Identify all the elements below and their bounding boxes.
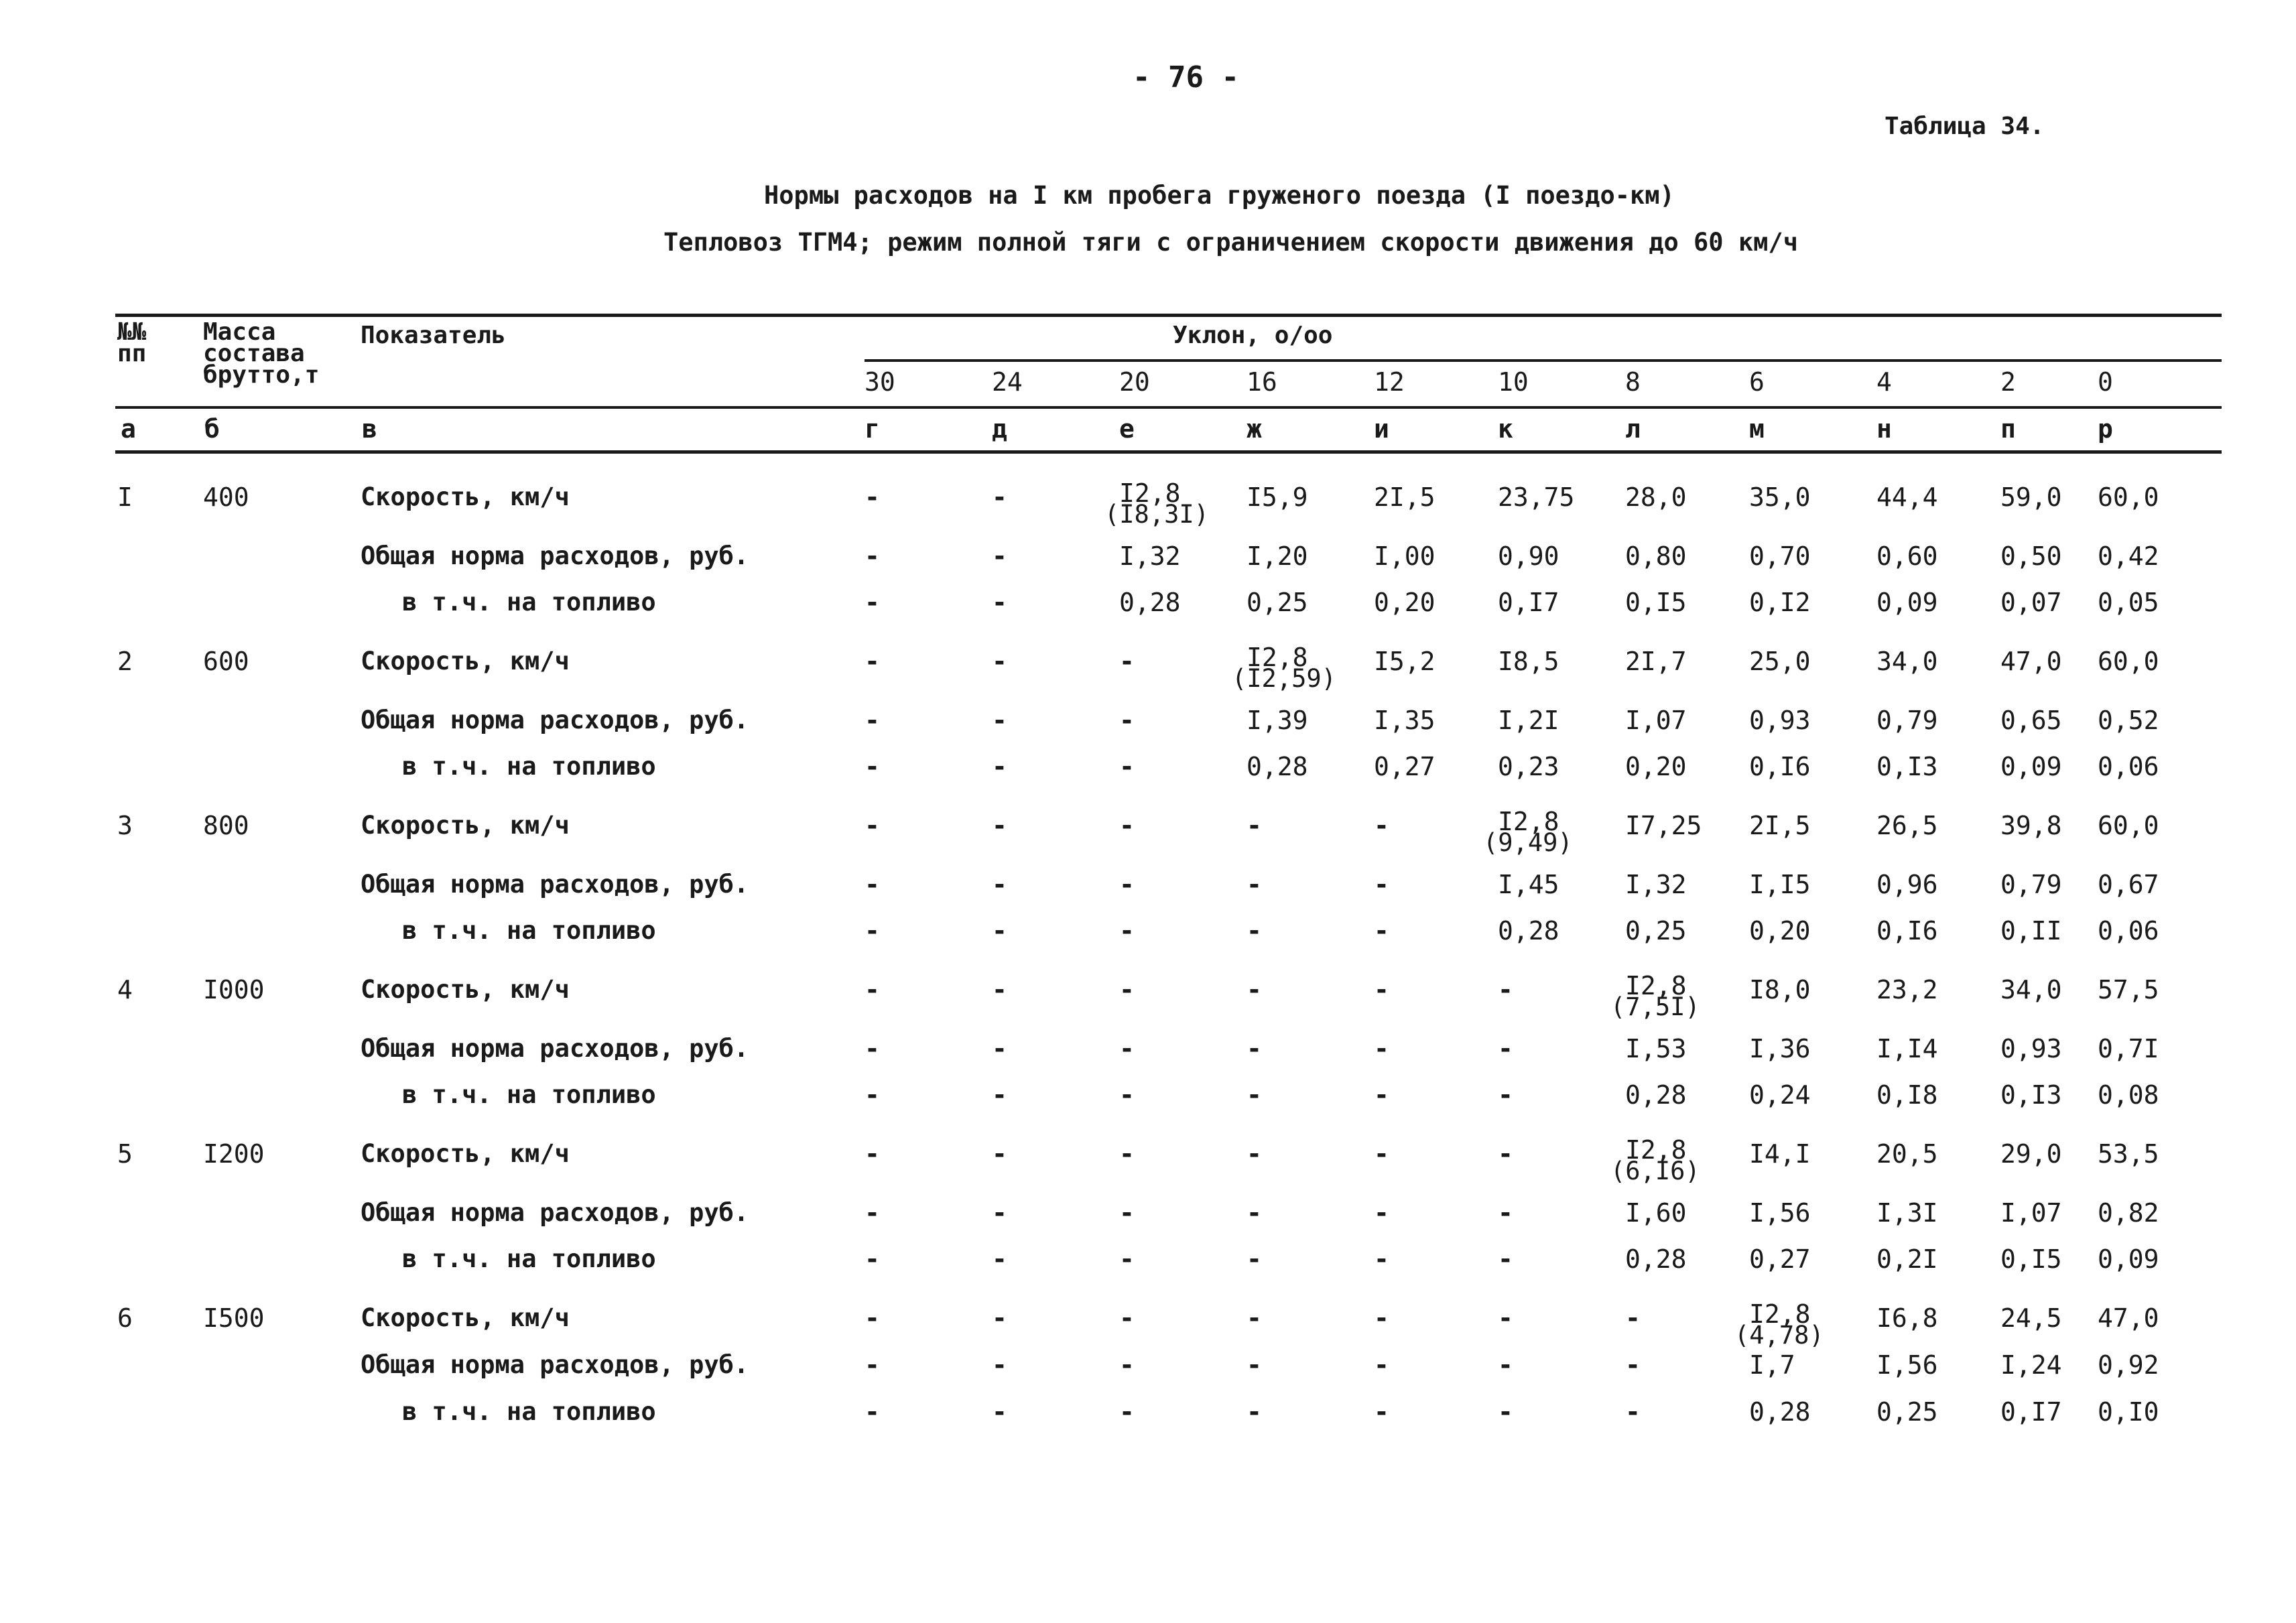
empty-cell: - [865, 706, 880, 735]
speed-value: I8,5 [1498, 647, 1559, 676]
empty-cell: - [992, 706, 1007, 735]
slope-value: 30 [865, 367, 895, 397]
empty-cell: - [1498, 1034, 1513, 1063]
column-letter: р [2098, 414, 2113, 444]
fuel-value: 0,09 [2098, 1244, 2159, 1274]
fuel-value: 0,I7 [2000, 1397, 2062, 1427]
total-value: I,2I [1498, 706, 1559, 735]
empty-cell: - [865, 541, 880, 571]
total-value: I,35 [1374, 706, 1436, 735]
label-speed: Скорость, км/ч [361, 811, 570, 840]
empty-cell: - [1498, 1139, 1513, 1169]
empty-cell: - [1374, 1080, 1389, 1110]
empty-cell: - [1119, 1080, 1135, 1110]
fuel-value: 0,28 [1749, 1397, 1811, 1427]
row-number: 3 [117, 811, 133, 840]
total-value: 0,65 [2000, 706, 2062, 735]
speed-value: 2I,7 [1625, 647, 1687, 676]
column-letter: п [2000, 414, 2016, 444]
speed-value: 47,0 [2098, 1303, 2159, 1333]
label-speed: Скорость, км/ч [361, 1139, 570, 1168]
label-total: Общая норма расходов, руб. [361, 1198, 749, 1227]
speed-value: I2,8 [1625, 1135, 1687, 1165]
table-top-rule [115, 314, 2222, 317]
page-number: - 76 - [1133, 60, 1239, 94]
label-total: Общая норма расходов, руб. [361, 870, 749, 899]
slope-value: 2 [2000, 367, 2016, 397]
column-letter: л [1625, 414, 1641, 444]
total-value: 0,79 [1876, 706, 1938, 735]
fuel-value: 0,07 [2000, 588, 2062, 617]
empty-cell: - [865, 811, 880, 840]
label-fuel: в т.ч. на топливо [402, 916, 656, 945]
empty-cell: - [1498, 1080, 1513, 1110]
total-value: 0,82 [2098, 1198, 2159, 1228]
empty-cell: - [1374, 1198, 1389, 1228]
empty-cell: - [865, 975, 880, 1004]
speed-value: I4,I [1749, 1139, 1811, 1169]
speed-value: 39,8 [2000, 811, 2062, 840]
label-total: Общая норма расходов, руб. [361, 541, 749, 570]
empty-cell: - [992, 1198, 1007, 1228]
speed-value: I5,9 [1247, 482, 1308, 512]
empty-cell: - [992, 752, 1007, 781]
label-fuel: в т.ч. на топливо [402, 1080, 656, 1109]
empty-cell: - [1119, 752, 1135, 781]
fuel-value: 0,27 [1749, 1244, 1811, 1274]
empty-cell: - [992, 1139, 1007, 1169]
empty-cell: - [1374, 1244, 1389, 1274]
total-value: I,56 [1876, 1350, 1938, 1380]
total-value: I,32 [1625, 870, 1687, 899]
total-value: I,00 [1374, 541, 1436, 571]
fuel-value: 0,I5 [2000, 1244, 2062, 1274]
empty-cell: - [1625, 1303, 1641, 1333]
fuel-value: 0,I3 [2000, 1080, 2062, 1110]
empty-cell: - [992, 870, 1007, 899]
empty-cell: - [1498, 975, 1513, 1004]
empty-cell: - [1374, 870, 1389, 899]
fuel-value: 0,I6 [1749, 752, 1811, 781]
total-value: I,07 [2000, 1198, 2062, 1228]
speed-value: 60,0 [2098, 811, 2159, 840]
fuel-value: 0,25 [1876, 1397, 1938, 1427]
row-number: I [117, 482, 133, 512]
total-value: 0,96 [1876, 870, 1938, 899]
table-title: Нормы расходов на I км пробега груженого поезда (I поездо-км) [764, 181, 1675, 210]
empty-cell: - [865, 1350, 880, 1380]
column-letter: ж [1247, 414, 1262, 444]
fuel-value: 0,28 [1498, 916, 1559, 946]
row-mass: I000 [203, 975, 265, 1004]
fuel-value: 0,08 [2098, 1080, 2159, 1110]
label-speed: Скорость, км/ч [361, 1303, 570, 1332]
speed-value: I2,8 [1625, 971, 1687, 1000]
label-fuel: в т.ч. на топливо [402, 1244, 656, 1273]
empty-cell: - [1247, 975, 1262, 1004]
column-letter: д [992, 414, 1007, 444]
empty-cell: - [992, 811, 1007, 840]
speed-value: I5,2 [1374, 647, 1436, 676]
fuel-value: 0,I2 [1749, 588, 1811, 617]
empty-cell: - [1374, 975, 1389, 1004]
empty-cell: - [1498, 1350, 1513, 1380]
fuel-value: 0,06 [2098, 752, 2159, 781]
empty-cell: - [1374, 1034, 1389, 1063]
fuel-value: 0,05 [2098, 588, 2159, 617]
total-value: 0,50 [2000, 541, 2062, 571]
fuel-value: 0,20 [1749, 916, 1811, 946]
label-speed: Скорость, км/ч [361, 482, 570, 511]
empty-cell: - [1247, 870, 1262, 899]
label-fuel: в т.ч. на топливо [402, 588, 656, 616]
total-value: I,3I [1876, 1198, 1938, 1228]
row-number: 6 [117, 1303, 133, 1333]
speed-limit-value: (7,5I) [1610, 992, 1700, 1021]
empty-cell: - [1374, 811, 1389, 840]
empty-cell: - [1625, 1350, 1641, 1380]
total-value: 0,93 [2000, 1034, 2062, 1063]
speed-value: 2I,5 [1749, 811, 1811, 840]
column-letter: н [1876, 414, 1892, 444]
empty-cell: - [865, 588, 880, 617]
total-value: 0,90 [1498, 541, 1559, 571]
speed-value: 59,0 [2000, 482, 2062, 512]
total-value: 0,93 [1749, 706, 1811, 735]
empty-cell: - [865, 1034, 880, 1063]
empty-cell: - [865, 1397, 880, 1427]
fuel-value: 0,25 [1625, 916, 1687, 946]
slope-value: 0 [2098, 367, 2113, 397]
empty-cell: - [992, 588, 1007, 617]
empty-cell: - [992, 1034, 1007, 1063]
total-value: I,I5 [1749, 870, 1811, 899]
empty-cell: - [1119, 706, 1135, 735]
empty-cell: - [865, 870, 880, 899]
fuel-value: 0,2I [1876, 1244, 1938, 1274]
empty-cell: - [865, 1080, 880, 1110]
empty-cell: - [1119, 1244, 1135, 1274]
header-rule [115, 406, 2222, 409]
slope-value: 8 [1625, 367, 1641, 397]
header-mass: Масса состава брутто,т [203, 318, 320, 389]
fuel-value: 0,I7 [1498, 588, 1559, 617]
header-slope: Уклон, о/оо [1173, 322, 1333, 349]
empty-cell: - [865, 1139, 880, 1169]
speed-value: I7,25 [1625, 811, 1702, 840]
fuel-value: 0,25 [1247, 588, 1308, 617]
empty-cell: - [1119, 1350, 1135, 1380]
empty-cell: - [992, 1397, 1007, 1427]
total-value: 0,52 [2098, 706, 2159, 735]
fuel-value: 0,I0 [2098, 1397, 2159, 1427]
empty-cell: - [865, 1244, 880, 1274]
total-value: I,24 [2000, 1350, 2062, 1380]
speed-value: 34,0 [2000, 975, 2062, 1004]
total-value: I,60 [1625, 1198, 1687, 1228]
row-number: 2 [117, 647, 133, 676]
empty-cell: - [992, 1080, 1007, 1110]
fuel-value: 0,23 [1498, 752, 1559, 781]
speed-limit-value: (I8,3I) [1104, 500, 1209, 529]
empty-cell: - [1374, 1303, 1389, 1333]
empty-cell: - [992, 916, 1007, 946]
column-letter: и [1374, 414, 1389, 444]
speed-value: I2,8 [1119, 478, 1181, 508]
empty-cell: - [1119, 870, 1135, 899]
header-indicator: Показатель [361, 322, 506, 349]
total-value: I,56 [1749, 1198, 1811, 1228]
row-mass: I200 [203, 1139, 265, 1169]
fuel-value: 0,24 [1749, 1080, 1811, 1110]
empty-cell: - [1247, 1139, 1262, 1169]
row-number: 5 [117, 1139, 133, 1169]
fuel-value: 0,09 [1876, 588, 1938, 617]
fuel-value: 0,06 [2098, 916, 2159, 946]
row-mass: 600 [203, 647, 249, 676]
empty-cell: - [865, 482, 880, 512]
speed-value: 29,0 [2000, 1139, 2062, 1169]
total-value: 0,80 [1625, 541, 1687, 571]
label-total: Общая норма расходов, руб. [361, 706, 749, 734]
fuel-value: 0,28 [1625, 1244, 1687, 1274]
empty-cell: - [1498, 1397, 1513, 1427]
column-letter: м [1749, 414, 1765, 444]
speed-value: 60,0 [2098, 482, 2159, 512]
empty-cell: - [1374, 1350, 1389, 1380]
speed-value: 23,75 [1498, 482, 1575, 512]
table-label: Таблица 34. [1885, 113, 2045, 140]
row-mass: I500 [203, 1303, 265, 1333]
speed-value: 53,5 [2098, 1139, 2159, 1169]
empty-cell: - [1374, 1139, 1389, 1169]
total-value: I,32 [1119, 541, 1181, 571]
empty-cell: - [992, 1244, 1007, 1274]
empty-cell: - [1119, 647, 1135, 676]
empty-cell: - [1247, 1034, 1262, 1063]
total-value: I,07 [1625, 706, 1687, 735]
speed-value: I6,8 [1876, 1303, 1938, 1333]
label-fuel: в т.ч. на топливо [402, 752, 656, 781]
speed-value: 26,5 [1876, 811, 1938, 840]
total-value: I,53 [1625, 1034, 1687, 1063]
slope-value: 10 [1498, 367, 1529, 397]
slope-value: 4 [1876, 367, 1892, 397]
total-value: 0,60 [1876, 541, 1938, 571]
speed-value: I8,0 [1749, 975, 1811, 1004]
empty-cell: - [865, 647, 880, 676]
column-letter: а [121, 414, 136, 444]
empty-cell: - [992, 541, 1007, 571]
column-letter: в [362, 414, 377, 444]
speed-value: 2I,5 [1374, 482, 1436, 512]
slope-value: 16 [1247, 367, 1277, 397]
speed-limit-value: (I2,59) [1232, 664, 1336, 693]
column-letter: к [1498, 414, 1513, 444]
speed-value: 20,5 [1876, 1139, 1938, 1169]
speed-value: 24,5 [2000, 1303, 2062, 1333]
speed-value: 44,4 [1876, 482, 1938, 512]
fuel-value: 0,20 [1374, 588, 1436, 617]
speed-limit-value: (4,78) [1734, 1321, 1824, 1350]
empty-cell: - [865, 1303, 880, 1333]
speed-value: I2,8 [1749, 1299, 1811, 1329]
empty-cell: - [992, 647, 1007, 676]
slope-header-rule [865, 359, 2222, 362]
speed-value: 57,5 [2098, 975, 2159, 1004]
empty-cell: - [1119, 1198, 1135, 1228]
total-value: I,45 [1498, 870, 1559, 899]
empty-cell: - [1374, 1397, 1389, 1427]
empty-cell: - [1247, 1397, 1262, 1427]
speed-value: 25,0 [1749, 647, 1811, 676]
fuel-value: 0,I3 [1876, 752, 1938, 781]
empty-cell: - [1498, 1198, 1513, 1228]
total-value: 0,70 [1749, 541, 1811, 571]
speed-value: 60,0 [2098, 647, 2159, 676]
fuel-value: 0,20 [1625, 752, 1687, 781]
empty-cell: - [1119, 916, 1135, 946]
empty-cell: - [1498, 1244, 1513, 1274]
table-subtitle: Тепловоз ТГМ4; режим полной тяги с ограничением скорости движения до 60 км/ч [663, 228, 1798, 257]
speed-limit-value: (9,49) [1483, 828, 1573, 857]
empty-cell: - [1625, 1397, 1641, 1427]
empty-cell: - [992, 1350, 1007, 1380]
total-value: 0,79 [2000, 870, 2062, 899]
empty-cell: - [865, 916, 880, 946]
letter-row-rule [115, 450, 2222, 454]
empty-cell: - [1119, 975, 1135, 1004]
fuel-value: 0,I5 [1625, 588, 1687, 617]
empty-cell: - [1247, 916, 1262, 946]
fuel-value: 0,28 [1625, 1080, 1687, 1110]
empty-cell: - [1247, 811, 1262, 840]
label-total: Общая норма расходов, руб. [361, 1034, 749, 1063]
total-value: 0,92 [2098, 1350, 2159, 1380]
row-mass: 800 [203, 811, 249, 840]
empty-cell: - [1247, 1350, 1262, 1380]
fuel-value: 0,09 [2000, 752, 2062, 781]
slope-value: 12 [1374, 367, 1405, 397]
total-value: I,I4 [1876, 1034, 1938, 1063]
empty-cell: - [1247, 1303, 1262, 1333]
empty-cell: - [1119, 1303, 1135, 1333]
total-value: I,39 [1247, 706, 1308, 735]
total-value: 0,7I [2098, 1034, 2159, 1063]
fuel-value: 0,28 [1119, 588, 1181, 617]
empty-cell: - [865, 1198, 880, 1228]
empty-cell: - [1119, 811, 1135, 840]
label-speed: Скорость, км/ч [361, 647, 570, 675]
empty-cell: - [1119, 1139, 1135, 1169]
empty-cell: - [1119, 1034, 1135, 1063]
empty-cell: - [1247, 1198, 1262, 1228]
total-value: I,20 [1247, 541, 1308, 571]
empty-cell: - [1247, 1244, 1262, 1274]
row-number: 4 [117, 975, 133, 1004]
empty-cell: - [992, 482, 1007, 512]
slope-value: 6 [1749, 367, 1765, 397]
total-value: I,7 [1749, 1350, 1795, 1380]
speed-value: 47,0 [2000, 647, 2062, 676]
empty-cell: - [992, 975, 1007, 1004]
fuel-value: 0,II [2000, 916, 2062, 946]
speed-value: 23,2 [1876, 975, 1938, 1004]
column-letter: г [865, 414, 880, 444]
total-value: 0,67 [2098, 870, 2159, 899]
speed-limit-value: (6,I6) [1610, 1157, 1700, 1185]
total-value: 0,42 [2098, 541, 2159, 571]
empty-cell: - [1247, 1080, 1262, 1110]
header-num: №№ пп [117, 318, 147, 367]
fuel-value: 0,27 [1374, 752, 1436, 781]
empty-cell: - [1498, 1303, 1513, 1333]
label-fuel: в т.ч. на топливо [402, 1397, 656, 1426]
fuel-value: 0,I8 [1876, 1080, 1938, 1110]
fuel-value: 0,I6 [1876, 916, 1938, 946]
label-speed: Скорость, км/ч [361, 975, 570, 1004]
speed-value: 35,0 [1749, 482, 1811, 512]
empty-cell: - [865, 752, 880, 781]
slope-value: 24 [992, 367, 1023, 397]
slope-value: 20 [1119, 367, 1150, 397]
fuel-value: 0,28 [1247, 752, 1308, 781]
speed-value: I2,8 [1247, 643, 1308, 672]
total-value: I,36 [1749, 1034, 1811, 1063]
speed-value: 28,0 [1625, 482, 1687, 512]
label-total: Общая норма расходов, руб. [361, 1350, 749, 1379]
speed-value: 34,0 [1876, 647, 1938, 676]
empty-cell: - [1119, 1397, 1135, 1427]
empty-cell: - [992, 1303, 1007, 1333]
column-letter: е [1119, 414, 1135, 444]
empty-cell: - [1374, 916, 1389, 946]
row-mass: 400 [203, 482, 249, 512]
column-letter: б [204, 414, 220, 444]
speed-value: I2,8 [1498, 807, 1559, 836]
